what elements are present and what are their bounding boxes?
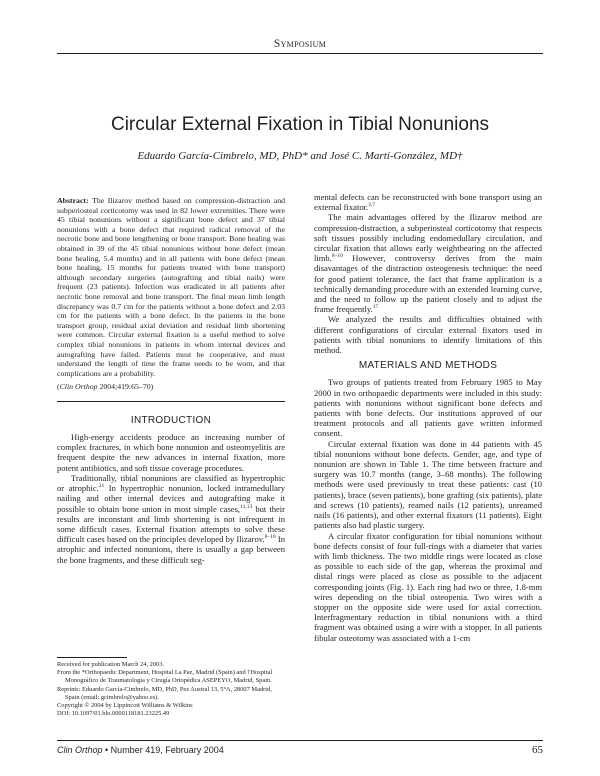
footnote-reprints: Reprints: Eduardo García-Cimbrelo, MD, PhD, Pez Austral 13, 5°A, 28007 Madrid, Spain (email: gcimbrelo@yahoo.es). bbox=[57, 685, 272, 701]
intro-paragraph-2 bbox=[57, 473, 285, 565]
materials-methods-heading: MATERIALS AND METHODS bbox=[358, 360, 498, 372]
methods-paragraph-2: Circular external fixation was done in 44 patients with 45 tibial nonunions without bone defects. Gender, age, and type of nonunion are shown in Table 1. The time between fracture and surgery was 10.7 months (range, 3–68 months). The following methods were used previously to treat these patients: cast (10 patients), brace (seven patients), bone grafting (six patients), plate and screws (10 patients), reamed nails (12 patients), unreamed nails (16 patients), and other external fixators (11 patients). Eight patients also had plastic surgery. bbox=[314, 438, 542, 531]
footer-rule bbox=[57, 740, 543, 741]
footer-issue: • Number 419, February 2004 bbox=[102, 745, 224, 755]
header-rule bbox=[57, 53, 543, 54]
article-title: Circular External Fixation in Tibial Nonunions bbox=[110, 114, 490, 135]
abstract-rule bbox=[57, 401, 285, 402]
footnote-received: Received for publication March 24, 2003. bbox=[57, 661, 165, 668]
intro-p2-part-c: but their results are inconstant and limb shortening is not infrequent in some difficult cases. External fixation attempts to solve these difficult cases based on the principles developed by Ilizarov. bbox=[57, 503, 285, 545]
left-column bbox=[57, 196, 285, 565]
author-line: Eduardo García-Cimbrelo, MD, PhD* and José C. Martí-González, MD† bbox=[137, 150, 463, 162]
footnote-rule bbox=[57, 657, 127, 658]
ref-superscript: 8–10 bbox=[264, 534, 276, 541]
intro-p2-part-b: In hypertrophic nonunion, locked intramedullary nailing and other internal devices and autografting make it possible to obtain bone union in most simple cases, bbox=[57, 483, 285, 514]
right-paragraph-2: We analyzed the results and difficulties obtained with different configurations of circular external fixators used in patients with tibial nonunions to identify limitations of this method. bbox=[314, 314, 542, 356]
ref-superscript: 8–10 bbox=[331, 253, 343, 260]
footnotes bbox=[57, 657, 285, 718]
ref-superscript: 17 bbox=[372, 304, 379, 311]
introduction-heading: INTRODUCTION bbox=[130, 414, 212, 426]
right-column bbox=[314, 192, 542, 643]
ref-superscript: 3,7 bbox=[368, 202, 375, 209]
methods-paragraph-1: Two groups of patients treated from February 1985 to May 2000 in two orthopaedic departments were included in this study: patients with nonunions without significant bone defects and patients with bone defects. Our institutions approved of our treatment protocols and all patients gave written informed consent. bbox=[314, 377, 542, 439]
citation-journal: Clin Orthop bbox=[59, 382, 98, 392]
right-paragraph-1 bbox=[314, 212, 542, 314]
right-p1-part-a: The main advantages offered by the Ilizarov method are compression-distraction, a subperiosteal corticotomy that respects soft tissues possibly including endomedullary circulation, and circular fixation that allows early weightbearing on the affected limb. bbox=[314, 212, 542, 264]
abstract-label: Abstract: bbox=[57, 196, 89, 205]
section-label: Symposium bbox=[273, 38, 327, 50]
intro-p2-part-a: Traditionally, tibial nonunions are classified as hypertrophic or atrophic. bbox=[57, 472, 285, 494]
footnote-affiliation: From the *Orthopaedic Department, Hospital La Paz, Madrid (Spain) and †Hospital Monográfico de Traumatología y Cirugía Ortopédica ASEPEYO, Madrid, Spain. bbox=[57, 669, 273, 685]
right-p0-text: mental defects can be reconstructed with bone transport using an external fixator. bbox=[314, 192, 542, 213]
methods-paragraph-3: A circular fixator configuration for tibial nonunions without bone defects consist of four full-rings with a diameter that varies with limb thickness. The two middle rings were located as close as possible to each side of the gap, whereas the proximal and distal rings were placed as close as possible to the adjacent corresponding joints (Fig. 1). Each ring had two or three, 1.8-mm wires depending on the tibial osteopenia. Two wires with a stopper on the opposite side were used for axial correction. Interfragmentary reduction in tibial nonunions with a third fragment was obtained using a wire with a stopper. In all patients fibular osteotomy was associated with a 1-cm bbox=[314, 530, 542, 643]
footer-journal: Clin Orthop bbox=[57, 745, 103, 755]
intro-p2-part-d: In atrophic and infected nonunions, there is usually a gap between the bone fragments, and these difficult seg- bbox=[57, 534, 285, 565]
ref-superscript: 21 bbox=[98, 483, 105, 490]
abstract-citation: (Clin Orthop 2004;419:65–70) bbox=[57, 382, 154, 392]
page-number: 65 bbox=[532, 744, 543, 756]
citation-details: 2004;419:65–70) bbox=[97, 382, 154, 392]
footer-journal-info bbox=[57, 745, 224, 755]
ref-superscript: 11,13 bbox=[240, 503, 253, 510]
abstract bbox=[57, 196, 285, 378]
abstract-text: The Ilizarov method based on compression-distraction and subperiosteal corticotomy was used in 82 lower extremities. There were 45 tibial nonunions without a significant bone defect and 37 tibial nonunions with a bone defect that required radical removal of the necrotic bone and bone lengthening or bone transport. Bone healing was obtained in 39 of the 45 tibial nonunions without bone defect (mean bone healing, 5.4 months) and in all patients with bone defect (mean bone healing, 15 months for patients treated with bone transport) although secondary surgeries (autografting and tibial nails) were frequent (23 patients). Infection was eradicated in all patients after necrotic bone removal and bone transport. The final mean limb length discrepancy was 0.7 cm for the patients without a bone defect and 2.03 cm for the patients with a bone defect. In the patients in the bone transport group, residual axial deviation and residual limb shortening were common. Circular external fixation is a useful method to solve complex tibial nonunions in patients in whom internal devices and autografting have failed. Patients must be cooperative, and must understand the length of time the frame needs to be worn, and that complications are a probability. bbox=[57, 196, 285, 378]
footnote-copyright: Copyright © 2004 by Lippincott Williams & Wilkins bbox=[57, 702, 193, 710]
right-p1-part-b: However, controversy derives from the main disavantages of the distraction osteogenesis technique: the need for good patient tolerance, the fact that frame application is a technically demanding procedure with an extended learning curve, and the need to follow up the patient closely and to adjust the frame frequently. bbox=[314, 253, 542, 315]
footnote-doi: DOI: 10.1097/01.blo.0000118181.23225.49 bbox=[57, 710, 170, 718]
intro-paragraph-1: High-energy accidents produce an increasing number of complex fractures, in which bone nonunion and osteomyelitis are frequent despite the new advances in internal fixation, more potent antibiotics, and soft tissue coverage procedures. bbox=[57, 432, 285, 473]
right-paragraph-0 bbox=[314, 192, 542, 212]
